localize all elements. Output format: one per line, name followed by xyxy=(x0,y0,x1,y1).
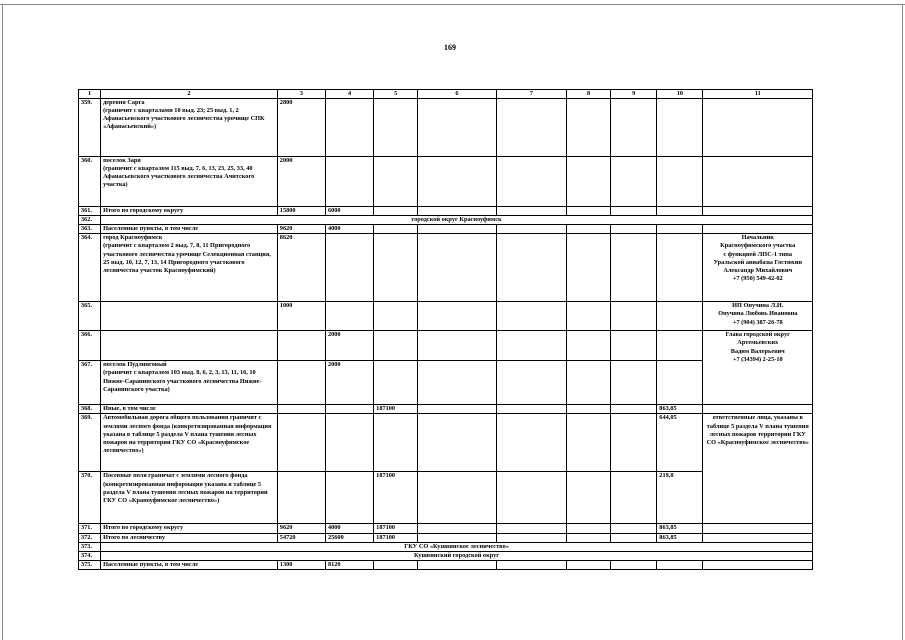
row-number: 366. xyxy=(79,331,101,361)
row-number: 359. xyxy=(79,99,101,157)
row-number: 371. xyxy=(79,524,101,533)
cell-col3: 2000 xyxy=(277,157,325,207)
row-number: 360. xyxy=(79,157,101,207)
settlement-name: поселок Заря (граничит с кварталом 115 выд. 7, 6, 13, 23, 25, 33, 40 Афанасьевского участкового лесничества Ачитского участка) xyxy=(101,157,278,207)
table-row xyxy=(79,414,813,472)
column-header: 9 xyxy=(611,90,657,99)
settlement-name: поселок Пудлинговый (граничит с кварталом 103 выд. 8, 6, 2, 3, 13, 11, 16, 10 Нижне-Саранинского участкового лесничества Нижне-Саранинского участка) xyxy=(101,361,278,405)
section-heading: Кушвинский городской округ xyxy=(101,551,813,560)
cell-col4: 2000 xyxy=(325,361,373,405)
row-number: 361. xyxy=(79,207,101,216)
table-row xyxy=(79,99,813,157)
table-row xyxy=(79,472,813,524)
column-header: 3 xyxy=(277,90,325,99)
page-frame-right xyxy=(902,4,903,640)
column-header: 7 xyxy=(496,90,566,99)
table-row xyxy=(79,405,813,414)
column-header: 8 xyxy=(566,90,610,99)
column-header: 2 xyxy=(101,90,278,99)
row-number: 363. xyxy=(79,225,101,234)
row-label: Населенные пункты, в том числе xyxy=(101,225,278,234)
cell-col5: 187100 xyxy=(374,405,418,414)
page-frame-left xyxy=(2,4,3,640)
responsible-contact: Глава городской округ Артемьевских Вадим Валерьевич +7 (34394) 2-25-10 xyxy=(703,331,813,405)
cell-col5: 187100 xyxy=(374,533,418,542)
row-number: 375. xyxy=(79,560,101,569)
row-number: 368. xyxy=(79,405,101,414)
table-header-row xyxy=(79,90,813,99)
cell-col4: 4000 xyxy=(325,225,373,234)
table-row xyxy=(79,302,813,331)
cell-col4: 6000 xyxy=(325,207,373,216)
column-header: 11 xyxy=(703,90,813,99)
table-row xyxy=(79,524,813,533)
settlement-name: деревня Сарга (граничит с кварталами 10 выд. 23; 25 выд. 1, 2 Афанасьевского участкового лесничества урочище СПК «Афанасьевский») xyxy=(101,99,278,157)
table-row xyxy=(79,542,813,551)
cell-col4: 8120 xyxy=(325,560,373,569)
page-number: 169 xyxy=(444,43,456,52)
row-number: 364. xyxy=(79,234,101,302)
responsible-contact: ИП Онучина Л.И. Онучина Любовь Ивановна +7 (904) 387-26-78 xyxy=(703,302,813,331)
section-heading: городской округ Красноуфимск xyxy=(101,216,813,225)
responsible-contact: ответственные лица, указаны в таблице 5 раздела V плана тушения лесных пожаров территории ГКУ СО «Красноуфимское лесничество» xyxy=(703,414,813,524)
responsible-contact: Начальник Красноуфимского участка с функцией ЛПС-1 типа Уральской авиабазы Гостюхин Александр Михайлович +7 (950) 549-42-02 xyxy=(703,234,813,302)
table-row xyxy=(79,157,813,207)
cell-col4: 4000 xyxy=(325,524,373,533)
cell-col3: 15800 xyxy=(277,207,325,216)
table-row xyxy=(79,207,813,216)
cell-col10: 219,8 xyxy=(657,472,703,524)
column-header: 4 xyxy=(325,90,373,99)
settlement-name: город Красноуфимск (граничит с кварталом 2 выд. 7, 8, 11 Пригородного участкового лесничества урочище Селекционная станция, 25 выд. 10, 12, 7, 13, 14 Пригородного участкового лесничества участок Красноуфимский) xyxy=(101,234,278,302)
row-number: 374. xyxy=(79,551,101,560)
row-number: 369. xyxy=(79,414,101,472)
table-row xyxy=(79,551,813,560)
cell-col4: 25600 xyxy=(325,533,373,542)
cell-col3: 1300 xyxy=(277,560,325,569)
column-header: 10 xyxy=(657,90,703,99)
row-label: Итого по городскому округу xyxy=(101,207,278,216)
table-row xyxy=(79,361,813,405)
row-label: Населенные пункты, в том числе xyxy=(101,560,278,569)
column-header: 6 xyxy=(418,90,496,99)
cell-col10: 863,85 xyxy=(657,533,703,542)
cell-col3: 9620 xyxy=(277,225,325,234)
cell-col10: 863,85 xyxy=(657,524,703,533)
table-row xyxy=(79,533,813,542)
row-number: 362. xyxy=(79,216,101,225)
row-number: 372. xyxy=(79,533,101,542)
table-row xyxy=(79,331,813,361)
section-heading: ГКУ СО «Кушвинское лесничество» xyxy=(101,542,813,551)
row-number: 370. xyxy=(79,472,101,524)
cell-col5: 187100 xyxy=(374,472,418,524)
row-number: 367. xyxy=(79,361,101,405)
table-row xyxy=(79,225,813,234)
cell-col10: 644,05 xyxy=(657,414,703,472)
cell-col3: 54720 xyxy=(277,533,325,542)
cell-col10: 863,85 xyxy=(657,405,703,414)
cell-col3: 2800 xyxy=(277,99,325,157)
column-header: 1 xyxy=(79,90,101,99)
table-row xyxy=(79,234,813,302)
settlements-table xyxy=(78,89,813,570)
cell-col3: 8620 xyxy=(277,234,325,302)
row-number: 365. xyxy=(79,302,101,331)
row-label: Итого по городскому округу xyxy=(101,524,278,533)
table-row xyxy=(79,216,813,225)
settlement-name: Посевные поля граничат с землями лесного фонда (конкретизированная информация указана в таблице 5 раздела V плана тушения лесных пожаров на территории ГКУ СО «Краноуфимское лесничество») xyxy=(101,472,278,524)
table-row xyxy=(79,560,813,569)
column-header: 5 xyxy=(374,90,418,99)
cell-col3: 9620 xyxy=(277,524,325,533)
page-frame-top xyxy=(0,4,905,5)
settlement-name: Автомобильная дорога общего пользования граничит с землями лесного фонда (конкретизированная информация указана в таблице 5 раздела V плана тушения лесных пожаров на территории ГКУ СО «Красноуфимское лесничество») xyxy=(101,414,278,472)
row-label: Итого по лесничеству xyxy=(101,533,278,542)
row-number: 373. xyxy=(79,542,101,551)
cell-col3: 1000 xyxy=(277,302,325,331)
cell-col4: 2000 xyxy=(325,331,373,361)
row-label: Иные, в том числе xyxy=(101,405,278,414)
cell-col5: 187100 xyxy=(374,524,418,533)
